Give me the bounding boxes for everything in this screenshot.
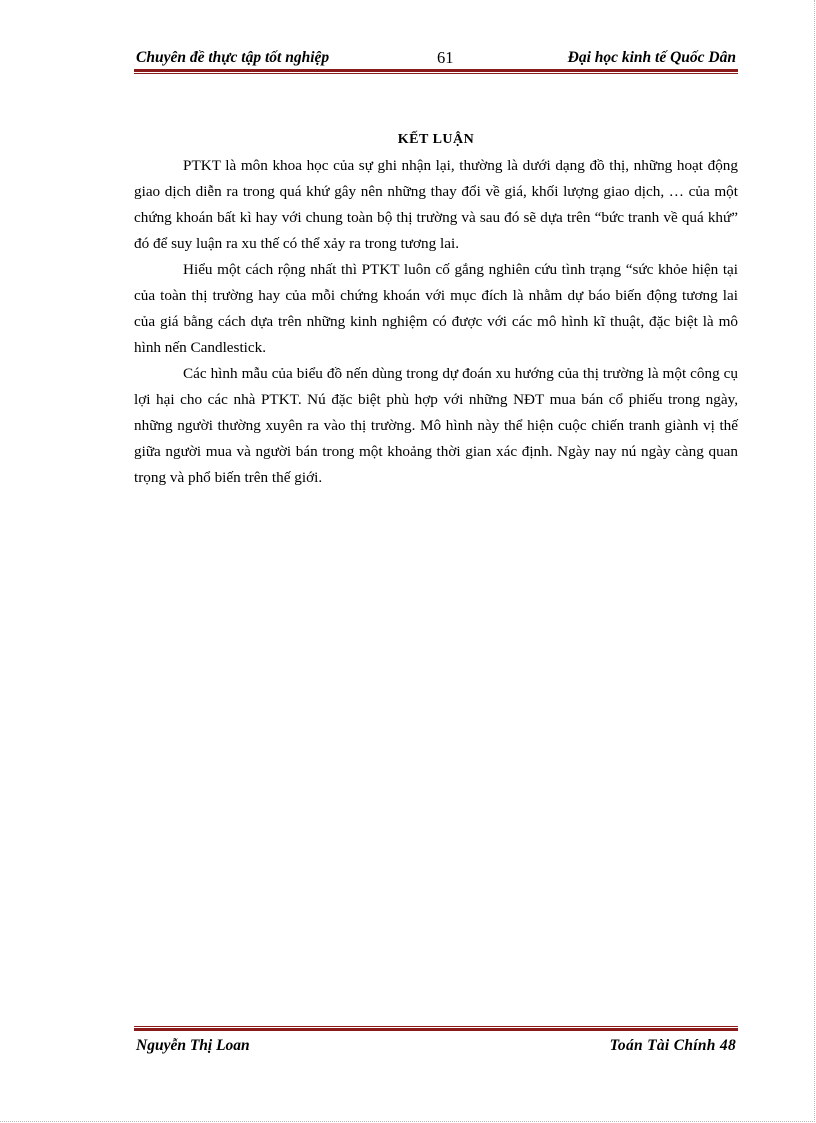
body-text (134, 153, 738, 491)
header-rule-thick (134, 69, 738, 72)
paragraph-1: PTKT là môn khoa học của sự ghi nhận lại, thường là dưới dạng đồ thị, những hoạt động giao dịch diễn ra trong quá khứ gây nên những thay đổi về giá, khối lượng giao dịch, … của một chứng khoán bất kì hay với chung toàn bộ thị trường và sau đó sẽ dựa trên “bức tranh về quá khứ” đó để suy luận ra xu thế có thể xảy ra trong tương lai. (134, 157, 738, 252)
paragraph-3: Các hình mẫu của biểu đồ nến dùng trong dự đoán xu hướng của thị trường là một công cụ lợi hại cho các nhà PTKT. Nú đặc biệt phù hợp với những NĐT mua bán cổ phiếu trong ngày, những người thường xuyên ra vào thị trường. Mô hình này thể hiện cuộc chiến tranh giành vị thế giữa người mua và người bán trong một khoảng thời gian xác định. Ngày nay nú ngày càng quan trọng và phổ biến trên thế giới. (134, 365, 738, 486)
header-university: Đại học kinh tế Quốc Dân (567, 49, 736, 66)
page-number: 61 (437, 48, 454, 67)
page-footer (134, 1035, 738, 1057)
header-rule-thin (134, 73, 738, 74)
paragraph-2: Hiểu một cách rộng nhất thì PTKT luôn cố gắng nghiên cứu tình trạng “sức khỏe hiện tại của toàn thị trường hay của mỗi chứng khoán với mục đích là nhằm dự báo biến động tương lai của giá bằng cách dựa trên những kinh nghiệm có được với các mô hình kĩ thuật, đặc biệt là mô hình nến Candlestick. (134, 261, 738, 356)
footer-rule (134, 1026, 738, 1032)
page-header (134, 46, 738, 68)
footer-class: Toán Tài Chính 48 (609, 1037, 736, 1054)
footer-rule-thin (134, 1026, 738, 1027)
header-report-title: Chuyên đề thực tập tốt nghiệp (136, 49, 330, 66)
footer-rule-thick (134, 1028, 738, 1031)
section-title: KẾT LUẬN (397, 132, 475, 147)
footer-author: Nguyễn Thị Loan (136, 1037, 250, 1054)
header-rule (134, 69, 738, 74)
